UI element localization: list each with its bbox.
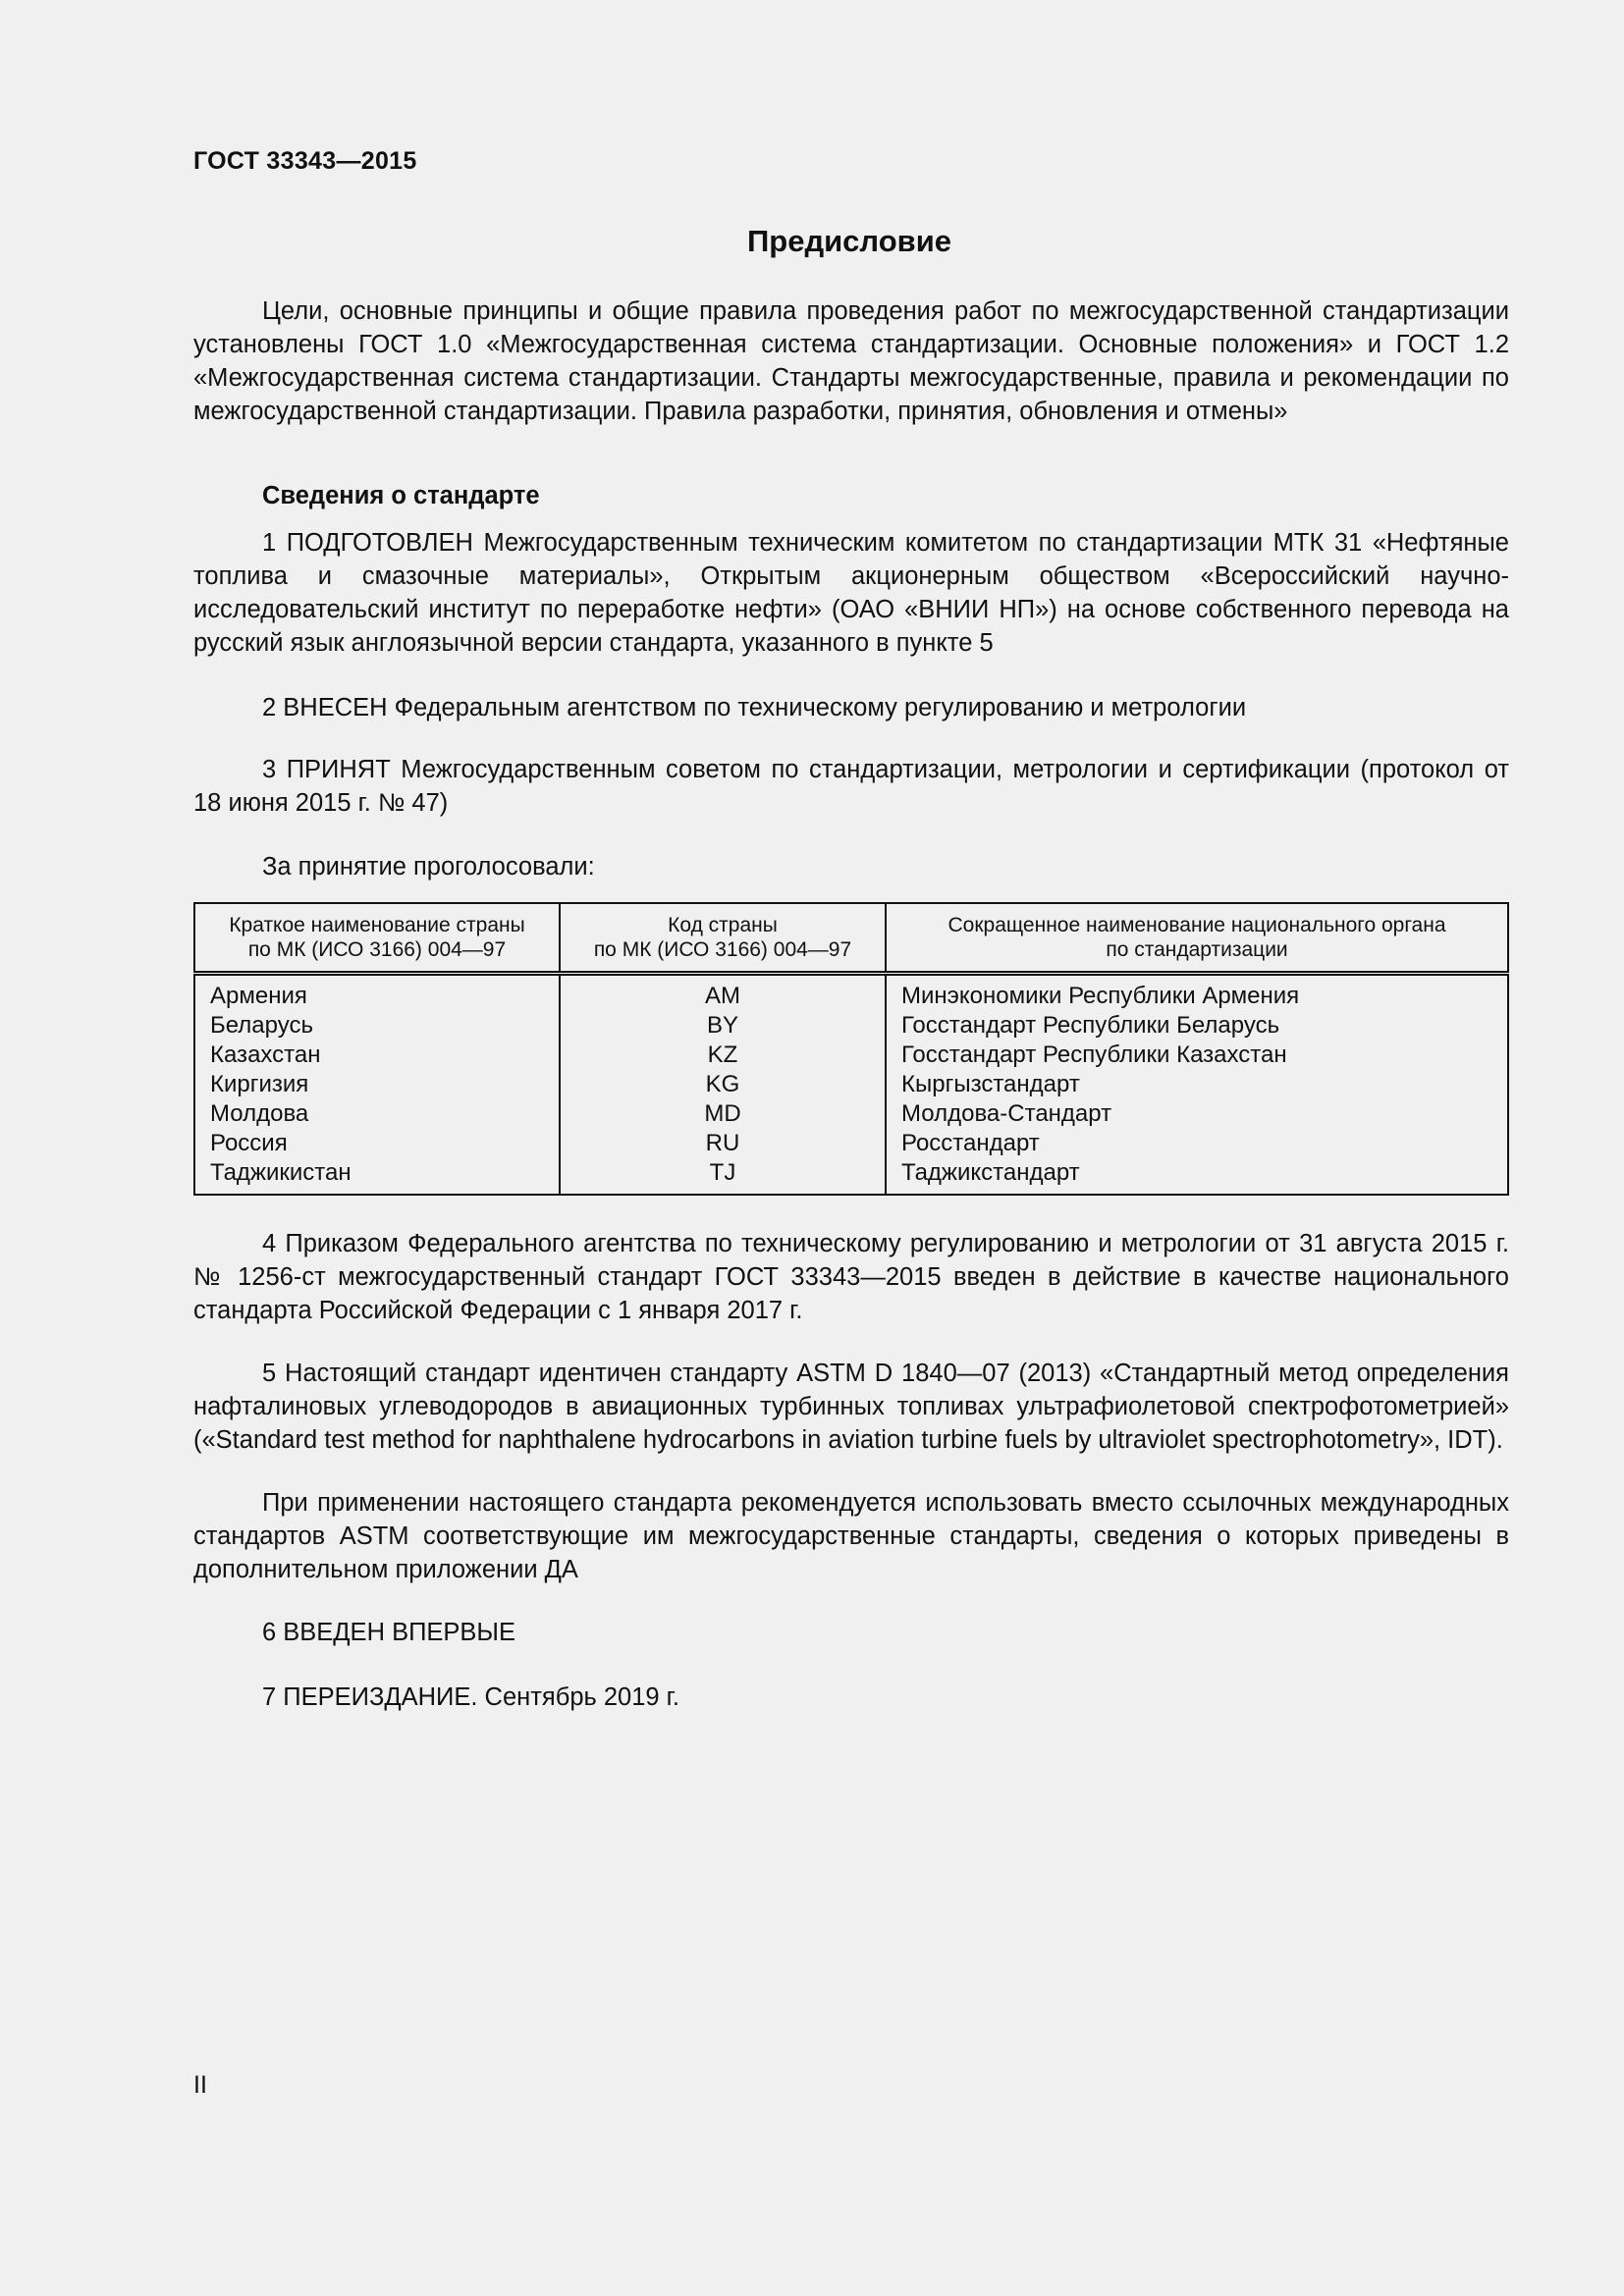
table-row (194, 1158, 1508, 1195)
country-code: MD (560, 1099, 886, 1129)
standards-body: Минэкономики Республики Армения (886, 974, 1508, 1012)
standards-body: Госстандарт Республики Беларусь (886, 1011, 1508, 1041)
country-code: AM (560, 974, 886, 1012)
item-7-paragraph: 7 ПЕРЕИЗДАНИЕ. Сентябрь 2019 г. (262, 1683, 679, 1711)
table-header-row (194, 903, 1508, 974)
country-name: Таджикистан (194, 1158, 560, 1195)
item-6-paragraph: 6 ВВЕДЕН ВПЕРВЫЕ (262, 1619, 516, 1646)
item-3-paragraph: 3 ПРИНЯТ Межгосударственным советом по стандартизации, метрологии и сертификации (протокол от 18 июня 2015 г. № 47) (193, 756, 1509, 817)
table-row (194, 974, 1508, 1012)
table-row (194, 1011, 1508, 1041)
country-code: KZ (560, 1041, 886, 1070)
item-5-note-paragraph: При применении настоящего стандарта рекомендуется использовать вместо ссылочных международных стандартов ASTM соответствующие им межгосударственные стандарты, сведения о которых приведены в дополнительном приложении ДА (193, 1489, 1509, 1583)
table-row (194, 1129, 1508, 1158)
country-code: KG (560, 1070, 886, 1099)
standards-body: Таджикстандарт (886, 1158, 1508, 1195)
table-row (194, 1099, 1508, 1129)
country-name: Беларусь (194, 1011, 560, 1041)
item-1-paragraph: 1 ПОДГОТОВЛЕН Межгосударственным техническим комитетом по стандартизации МТК 31 «Нефтяные топлива и смазочные материалы», Открытым акционерным обществом «Всероссийский научно-исследовательский институт по переработке нефти» (ОАО «ВНИИ НП») на основе собственного перевода на русский язык англоязычной версии стандарта, указанного в пункте 5 (193, 529, 1509, 657)
voting-table (193, 902, 1509, 1196)
country-name: Армения (194, 974, 560, 1012)
document-code: ГОСТ 33343—2015 (193, 147, 417, 175)
standards-body: Молдова-Стандарт (886, 1099, 1508, 1129)
header-standards-body: Сокращенное наименование национального органа по стандартизации (886, 903, 1508, 974)
vote-intro: За принятие проголосовали: (262, 853, 595, 881)
country-name: Россия (194, 1129, 560, 1158)
page-number: II (193, 2071, 207, 2099)
standards-body: Кыргызстандарт (886, 1070, 1508, 1099)
header-country-code: Код страны по МК (ИСО 3166) 004—97 (560, 903, 886, 974)
country-code: BY (560, 1011, 886, 1041)
item-5-paragraph: 5 Настоящий стандарт идентичен стандарту ASTM D 1840—07 (2013) «Стандартный метод определения нафталиновых углеводородов в авиационных турбинных топливах ультрафиолетовой спектрофотометрией» («Standard test method for naphthalene hydrocarbons in aviation turbine fuels by ultraviolet spectrophotometry», IDT). (193, 1360, 1509, 1454)
table-row (194, 1070, 1508, 1099)
info-heading: Сведения о стандарте (262, 482, 540, 509)
country-code: TJ (560, 1158, 886, 1195)
standards-body: Госстандарт Республики Казахстан (886, 1041, 1508, 1070)
country-name: Молдова (194, 1099, 560, 1129)
country-name: Казахстан (194, 1041, 560, 1070)
page-title: Предисловие (746, 224, 951, 258)
header-country-name: Краткое наименование страны по МК (ИСО 3166) 004—97 (194, 903, 560, 974)
standards-body: Росстандарт (886, 1129, 1508, 1158)
table-row (194, 1041, 1508, 1070)
item-4-paragraph: 4 Приказом Федерального агентства по техническому регулированию и метрологии от 31 августа 2015 г. № 1256-ст межгосударственный стандарт ГОСТ 33343—2015 введен в действие в качестве национального стандарта Российской Федерации с 1 января 2017 г. (193, 1230, 1509, 1324)
intro-paragraph: Цели, основные принципы и общие правила проведения работ по межгосударственной стандартизации установлены ГОСТ 1.0 «Межгосударственная система стандартизации. Основные положения» и ГОСТ 1.2 «Межгосударственная система стандартизации. Стандарты межгосударственные, правила и рекомендации по межгосударственной стандартизации. Правила разработки, принятия, обновления и отмены» (193, 297, 1509, 425)
item-2-paragraph: 2 ВНЕСЕН Федеральным агентством по техническому регулированию и метрологии (262, 694, 1247, 721)
country-name: Киргизия (194, 1070, 560, 1099)
country-code: RU (560, 1129, 886, 1158)
